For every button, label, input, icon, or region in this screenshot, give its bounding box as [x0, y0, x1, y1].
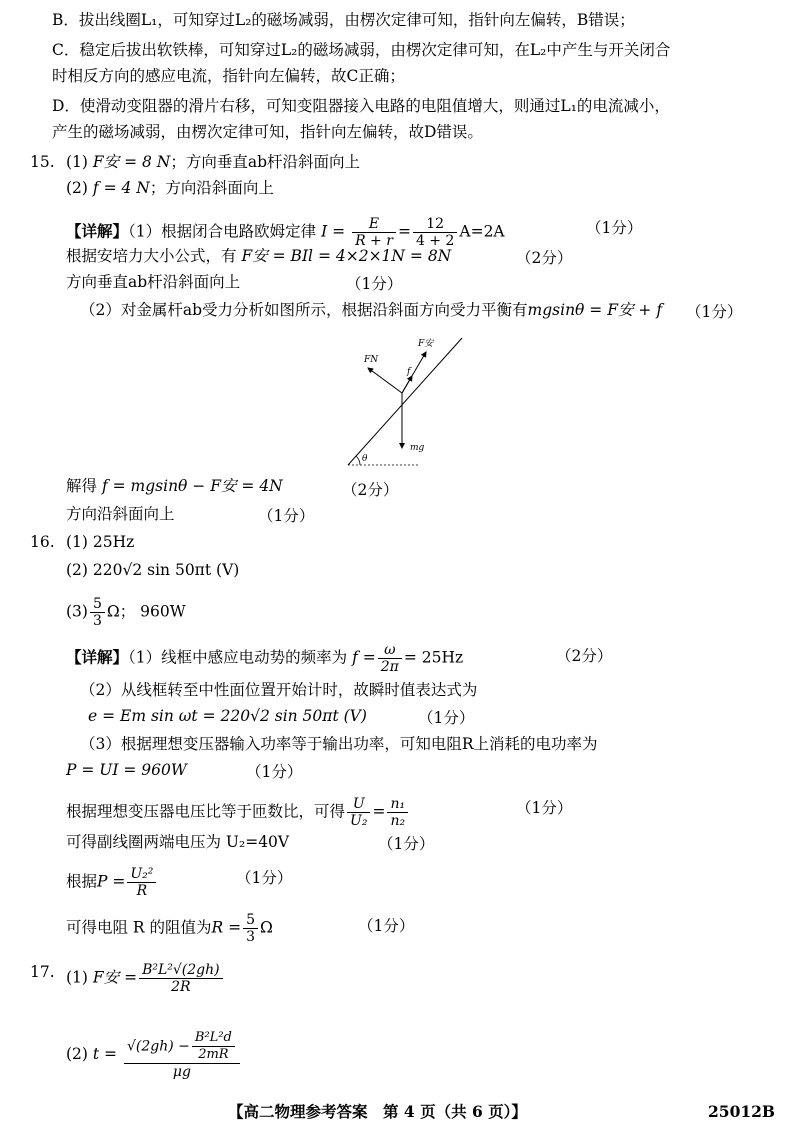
points-note: （1分） [378, 835, 435, 853]
gravity-label: mg [410, 443, 425, 453]
points-note: （1分） [516, 799, 573, 817]
answer-line: (2) t = √(2gh) − $\frac{\text{B²L²d}}{2mR}$ μg [66, 1030, 242, 1080]
detail-line: 根据P = $\frac{\text{U₂²}}{R}$ [66, 866, 158, 899]
detail-line: （2）对金属杆ab受力分析如图所示，根据沿斜面方向受力平衡有mgsinθ = F安 + f [80, 301, 663, 319]
points-note: （1分） [358, 917, 415, 935]
question-number: 15. [30, 153, 55, 171]
fraction: $\frac{\omega}{2\pi}$ [378, 642, 402, 675]
detail-line: 方向沿斜面向上 [66, 505, 175, 523]
fraction: $\frac{5}{3}$ [243, 912, 258, 945]
detail-label: 【详解】 [66, 221, 129, 241]
detail-line: 解得 f = mgsinθ − F安 = 4N [66, 477, 283, 495]
points-note: （2分） [556, 647, 613, 665]
detail-line: 根据理想变压器电压比等于匝数比，可得 $\frac{U}{\text{U₂}}$ = $\frac{\text{n₁}}{\text{n₂}}$ [66, 796, 410, 829]
fraction: √(2gh) − $\frac{\text{B²L²d}}{2mR}$ μg [124, 1030, 240, 1080]
text-line: B．拔出线圈L₁，可知穿过L₂的磁场减弱，由楞次定律可知，指针向左偏转，B错误； [52, 11, 635, 29]
fraction: $\frac{\text{B²L²d}}{2mR}$ [192, 1030, 235, 1063]
answer-line: (3) $\frac{5}{3}$ Ω； 960W [66, 596, 186, 629]
points-note: （1分） [686, 303, 743, 321]
equation: F安 = BIl = 4×2×1N = 8N [241, 247, 452, 265]
points-note: （1分） [236, 869, 293, 887]
detail-label: 【详解】 [66, 647, 129, 667]
equation: f = 4 N [92, 179, 150, 197]
text-line: C．稳定后拔出软铁棒，可知穿过L₂的磁场减弱，由楞次定律可知，在L₂中产生与开关闭合 [52, 41, 671, 59]
detail-line: 【详解】（1）线框中感应电动势的频率为 f = $\frac{\omega}{2\pi}$ = 25Hz [66, 642, 464, 675]
points-note: （1分） [418, 709, 475, 727]
friction-arrow [402, 376, 412, 393]
detail-line: （3）根据理想变压器输入功率等于输出功率，可知电阻R上消耗的电功率为 [80, 735, 598, 753]
answer-line: (1) 25Hz [66, 533, 135, 551]
answer-line: (2) 220√2 sin 50πt (V) [66, 561, 240, 579]
points-note: （2分） [516, 249, 573, 267]
equation: F安 = 8 N [92, 153, 171, 171]
detail-line: 方向垂直ab杆沿斜面向上 [66, 273, 241, 291]
fraction: $\frac{5}{3}$ [90, 596, 105, 629]
points-note: （2分） [342, 481, 399, 499]
answer-line: (1) F安 = $\frac{\text{B²L²√(2gh)}}{2R}$ [66, 962, 225, 995]
text-line: 时相反方向的感应电流，指针向左偏转，故C正确； [52, 67, 405, 85]
fraction: $\frac{\text{n₁}}{\text{n₂}}$ [387, 796, 408, 829]
normal-force-label: FN [364, 355, 379, 365]
normal-force-arrow [368, 368, 402, 393]
text-line: D．使滑动变阻器的滑片右移，可知变阻器接入电路的电阻值增大，则通过L₁的电流减小， [52, 97, 670, 115]
angle-label: θ [362, 454, 368, 464]
page-footer: 【高二物理参考答案 第 4 页（共 6 页）】 [228, 1102, 527, 1121]
fraction: $\frac{\text{U₂²}}{R}$ [127, 866, 156, 899]
text-line: 产生的磁场减弱，由楞次定律可知，指针向左偏转，故D错误。 [52, 123, 483, 141]
detail-line: （2）从线框转至中性面位置开始计时，故瞬时值表达式为 [80, 681, 478, 699]
force-diagram [340, 330, 480, 475]
fraction: $\frac{U}{\text{U₂}}$ [347, 796, 370, 829]
detail-line: 可得副线圈两端电压为 U₂=40V [66, 833, 290, 851]
detail-line: 【详解】（1）根据闭合电路欧姆定律 I = $\frac{E}{R + r}$ = $\frac{12}{4 + 2}$ A=2A [66, 216, 505, 249]
fraction: $\frac{\text{B²L²√(2gh)}}{2R}$ [139, 962, 223, 995]
fraction: $\frac{12}{4 + 2}$ [413, 216, 457, 249]
points-note: （1分） [258, 507, 315, 525]
fraction: $\frac{E}{R + r}$ [352, 216, 396, 249]
question-number: 17. [30, 963, 55, 981]
answer-line: (1) F安 = 8 N；方向垂直ab杆沿斜面向上 [66, 153, 361, 171]
document-code: 25012B [708, 1102, 776, 1121]
friction-label: f [407, 367, 411, 377]
angle-arc [356, 456, 360, 465]
detail-line: 根据安培力大小公式，有 F安 = BIl = 4×2×1N = 8N [66, 247, 452, 265]
question-number: 16. [30, 533, 55, 551]
points-note: （1分） [346, 275, 403, 293]
points-note: （1分） [246, 763, 303, 781]
equation: mgsinθ = F安 + f [527, 301, 663, 319]
equation: f = mgsinθ − F安 = 4N [101, 477, 283, 495]
equation: P = UI = 960W [66, 761, 187, 779]
ampere-force-label: F安 [418, 339, 434, 349]
detail-line: 可得电阻 R 的阻值为R = $\frac{5}{3}$ Ω [66, 912, 273, 945]
answer-line: (2) f = 4 N；方向沿斜面向上 [66, 179, 274, 197]
points-note: （1分） [586, 219, 643, 237]
equation: e = Em sin ωt = 220√2 sin 50πt (V) [88, 707, 367, 725]
